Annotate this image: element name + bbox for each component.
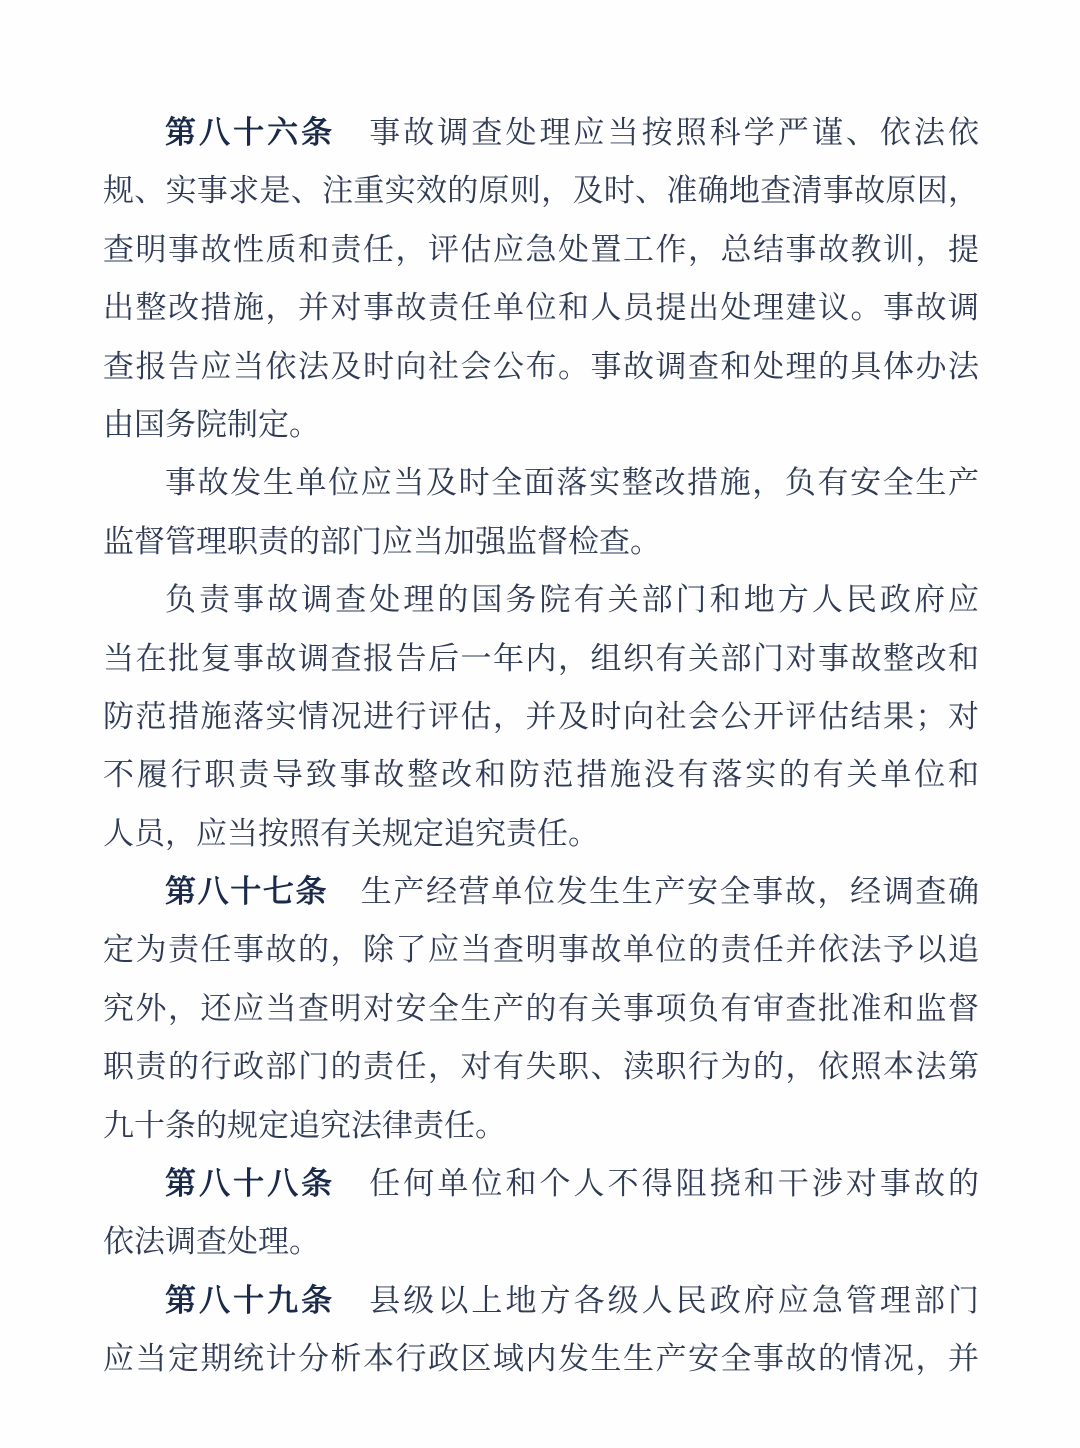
- line-text: 负责事故调查处理的国务院有关部门和地方人民政府应: [165, 582, 979, 618]
- article-number: 第八十八条: [165, 1166, 336, 1202]
- text-line: [103, 1155, 979, 1213]
- text-line: [103, 863, 979, 921]
- text-line: [103, 980, 979, 1038]
- text-line: [103, 279, 979, 337]
- line-text: 监督管理职责的部门应当加强监督检查。: [103, 523, 661, 559]
- line-text: 事故调查处理应当按照科学严谨、依法依: [369, 115, 979, 150]
- text-line: [103, 221, 979, 279]
- text-line: [103, 162, 979, 220]
- line-text: 依法调查处理。: [103, 1224, 320, 1260]
- line-text: 应当定期统计分析本行政区域内发生生产安全事故的情况，并: [103, 1341, 979, 1377]
- line-text: 究外，还应当查明对安全生产的有关事项负有审查批准和监督: [103, 990, 979, 1026]
- line-text: 任何单位和个人不得阻挠和干涉对事故的: [369, 1166, 979, 1202]
- line-text: 规、实事求是、注重实效的原则，及时、准确地查清事故原因，: [103, 173, 979, 209]
- article-number: 第八十九条: [165, 1282, 336, 1318]
- line-text: 查报告应当依法及时向社会公布。事故调查和处理的具体办法: [103, 348, 979, 384]
- text-line: [103, 630, 979, 688]
- article-number: 第八十六条: [165, 115, 336, 150]
- line-text: 由国务院制定。: [103, 406, 320, 442]
- line-text: 查明事故性质和责任，评估应急处置工作，总结事故教训，提: [103, 231, 979, 267]
- line-text: 县级以上地方各级人民政府应急管理部门: [369, 1282, 979, 1318]
- text-line: [103, 338, 979, 396]
- law-text-block: [103, 104, 979, 1389]
- line-text: 事故发生单位应当及时全面落实整改措施，负有安全生产: [165, 465, 979, 501]
- line-text: 人员，应当按照有关规定追究责任。: [103, 815, 599, 851]
- line-text: 当在批复事故调查报告后一年内，组织有关部门对事故整改和: [103, 640, 979, 676]
- line-text: 职责的行政部门的责任，对有失职、渎职行为的，依照本法第: [103, 1049, 979, 1085]
- line-text: 定为责任事故的，除了应当查明事故单位的责任并依法予以追: [103, 932, 979, 968]
- text-line: [103, 571, 979, 629]
- text-line: [103, 805, 979, 863]
- text-line: [103, 688, 979, 746]
- text-line: [103, 921, 979, 979]
- text-line: [103, 1272, 979, 1330]
- text-line: [103, 1330, 979, 1388]
- line-text: 防范措施落实情况进行评估，并及时向社会公开评估结果；对: [103, 698, 979, 734]
- line-text: 出整改措施，并对事故责任单位和人员提出处理建议。事故调: [103, 290, 979, 326]
- line-text: 不履行职责导致事故整改和防范措施没有落实的有关单位和: [103, 757, 979, 793]
- text-line: [103, 454, 979, 512]
- text-line: [103, 1038, 979, 1096]
- text-line: [103, 746, 979, 804]
- line-text: 生产经营单位发生生产安全事故，经调查确: [360, 874, 979, 910]
- text-line: [103, 1213, 979, 1271]
- text-line: [103, 513, 979, 571]
- article-number: 第八十七条: [165, 874, 329, 910]
- text-line: [103, 1097, 979, 1155]
- text-line: [103, 104, 979, 162]
- text-line: [103, 396, 979, 454]
- line-text: 九十条的规定追究法律责任。: [103, 1107, 506, 1143]
